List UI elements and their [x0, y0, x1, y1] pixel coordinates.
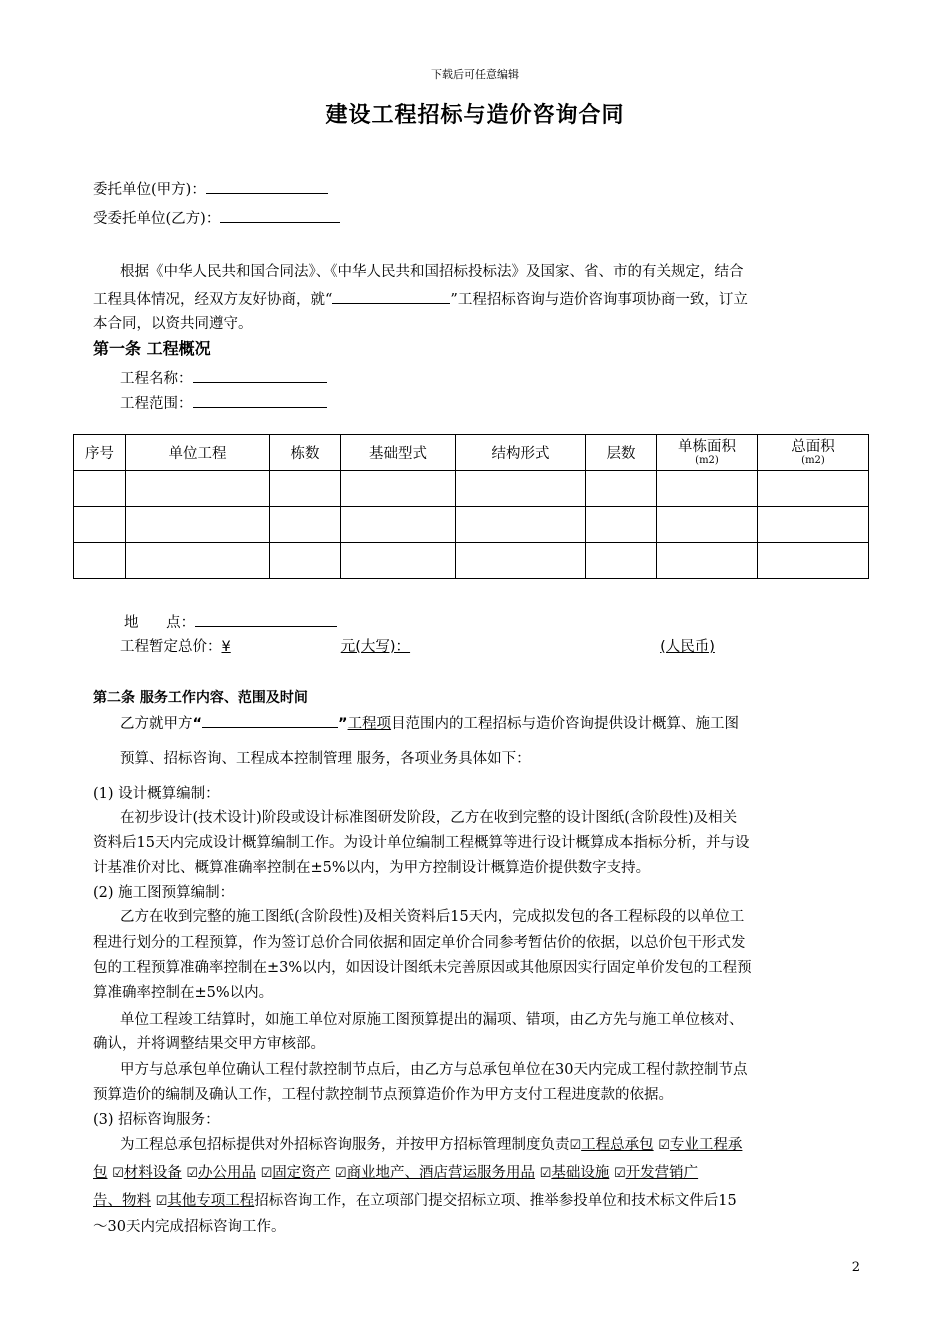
table-cell[interactable] [586, 543, 657, 579]
contractor-blank[interactable] [220, 207, 340, 223]
col-header: 基础型式 [341, 435, 456, 471]
table-cell[interactable] [456, 507, 586, 543]
checkbox-icon[interactable]: ☑ [539, 1166, 552, 1181]
article2-intro-2: 预算、招标咨询、工程成本控制管理 服务，各项业务具体如下： [120, 751, 531, 767]
table-cell[interactable] [126, 507, 270, 543]
location-line: 地 点： [124, 611, 865, 633]
item1-line-3: 计基准价对比、概算准确率控制在±5%以内，为甲方控制设计概算造价提供数字支持。 [93, 860, 651, 876]
table-cell[interactable] [270, 471, 341, 507]
checkbox-icon[interactable]: ☑ [260, 1166, 273, 1181]
project-table [73, 434, 869, 579]
item2-line-2: 程进行划分的工程预算，作为签订总价合同依据和固定单价合同参考暂估价的依据，以总价包干形式发 [93, 935, 746, 951]
checkbox-icon[interactable]: ☑ [658, 1138, 670, 1153]
item2-line-1: 乙方在收到完整的施工图纸(含阶段性)及相关资料后15天内，完成拟发包的各工程标段的以单位工 [120, 909, 745, 925]
checkbox-icon[interactable]: ☑ [186, 1166, 199, 1181]
checkbox-icon[interactable]: ☑ [155, 1194, 168, 1209]
price-line: 工程暂定总价：¥ 元(大写)： (人民币) [120, 639, 715, 655]
table-cell[interactable] [586, 507, 657, 543]
item1-heading: (1) 设计概算编制： [93, 786, 220, 802]
table-cell[interactable] [657, 507, 758, 543]
item2-line-4: 算准确率控制在±5%以内。 [93, 985, 274, 1001]
col-header: 总面积 (m2) [758, 435, 869, 471]
table-cell[interactable] [270, 507, 341, 543]
header-note: 下载后可任意编辑 [431, 68, 519, 81]
table-cell[interactable] [126, 543, 270, 579]
document-title: 建设工程招标与造价咨询合同 [325, 102, 625, 128]
table-cell[interactable] [270, 543, 341, 579]
checkbox-icon[interactable]: ☑ [334, 1166, 347, 1181]
item2-line-6: 确认，并将调整结果交甲方审核部。 [93, 1036, 325, 1052]
client-blank[interactable] [206, 178, 328, 194]
page-number: 2 [851, 1260, 860, 1275]
project-scope-blank[interactable] [193, 392, 327, 408]
table-cell[interactable] [74, 507, 126, 543]
project-scope-line: 工程范围： [120, 392, 861, 414]
item2-line-3: 包的工程预算准确率控制在±3%以内，如因设计图纸未完善原因或其他原因实行固定单价发包的工程预 [93, 960, 752, 976]
item3-heading: (3) 招标咨询服务： [93, 1112, 220, 1128]
table-cell[interactable] [758, 543, 869, 579]
checkbox-icon[interactable]: ☑ [613, 1166, 626, 1181]
col-header: 序号 [74, 435, 126, 471]
location-blank[interactable] [195, 611, 337, 627]
item2-line-7: 甲方与总承包单位确认工程付款控制节点后，由乙方与总承包单位在30天内完成工程付款控制节点 [120, 1062, 748, 1078]
item2-heading: (2) 施工图预算编制： [93, 885, 235, 901]
article1-heading: 第一条 工程概况 [93, 339, 211, 358]
contractor-label: 受委托单位(乙方)： [93, 211, 221, 227]
item3-line-4: ～30天内完成招标咨询工作。 [93, 1219, 286, 1235]
table-cell[interactable] [341, 543, 456, 579]
article2-heading: 第二条 服务工作内容、范围及时间 [93, 690, 308, 706]
table-cell[interactable] [341, 507, 456, 543]
table-cell[interactable] [341, 471, 456, 507]
checkbox-icon[interactable]: ☑ [112, 1166, 124, 1181]
item2-line-8: 预算造价的编制及确认工作，工程付款控制节点预算造价作为甲方支付工程进度款的依据。 [93, 1087, 673, 1103]
project-blank[interactable] [332, 288, 450, 304]
table-cell[interactable] [74, 471, 126, 507]
table-cell[interactable] [657, 543, 758, 579]
table-cell[interactable] [586, 471, 657, 507]
table-cell[interactable] [456, 471, 586, 507]
item3-line-2: 包 ☑材料设备 ☑办公用品 ☑固定资产 ☑商业地产、酒店营运服务用品 ☑基础设施 ☑开发营销广 [93, 1165, 699, 1181]
contractor-line [93, 207, 861, 229]
col-header: 栋数 [270, 435, 341, 471]
preamble-line-2: 工程具体情况，经双方友好协商，就“ ”工程招标咨询与造价咨询事项协商一致，订立 [93, 288, 861, 310]
col-header: 单位工程 [126, 435, 270, 471]
table-row [74, 471, 869, 507]
client-label: 委托单位(甲方)： [93, 182, 206, 198]
col-header: 单栋面积 (m2) [657, 435, 758, 471]
preamble-line-3: 本合同，以资共同遵守。 [93, 316, 253, 332]
item1-line-1: 在初步设计(技术设计)阶段或设计标准图研发阶段，乙方在收到完整的设计图纸(含阶段性)及相关 [120, 810, 738, 826]
table-cell[interactable] [758, 507, 869, 543]
preamble-line-1: 根据《中华人民共和国合同法》、《中华人民共和国招标投标法》及国家、省、市的有关规定，结合 [120, 264, 744, 280]
project-name-line: 工程名称： [120, 367, 861, 389]
service-project-blank[interactable] [202, 712, 338, 728]
col-header: 层数 [586, 435, 657, 471]
article2-intro-1: 乙方就甲方“ ”工程项目范围内的工程招标与造价咨询提供设计概算、施工图 [120, 712, 861, 734]
table-cell[interactable] [126, 471, 270, 507]
project-name-blank[interactable] [193, 367, 327, 383]
table-cell[interactable] [657, 471, 758, 507]
table-row [74, 543, 869, 579]
table-cell[interactable] [456, 543, 586, 579]
checkbox-icon[interactable]: ☑ [569, 1138, 582, 1153]
col-header: 结构形式 [456, 435, 586, 471]
client-line [93, 178, 861, 200]
item3-line-3: 告、物料 ☑其他专项工程招标咨询工作，在立项部门提交招标立项、推举参投单位和技术标文件后15 [93, 1193, 737, 1209]
table-cell[interactable] [74, 543, 126, 579]
item1-line-2: 资料后15天内完成设计概算编制工作。为设计单位编制工程概算等进行设计概算成本指标分析，并与设 [93, 835, 750, 851]
item2-line-5: 单位工程竣工结算时，如施工单位对原施工图预算提出的漏项、错项，由乙方先与施工单位核对、 [120, 1012, 744, 1028]
table-header-row [74, 435, 869, 471]
table-cell[interactable] [758, 471, 869, 507]
item3-line-1: 为工程总承包招标提供对外招标咨询服务，并按甲方招标管理制度负责☑工程总承包 ☑专业工程承 [120, 1137, 743, 1153]
table-row [74, 507, 869, 543]
